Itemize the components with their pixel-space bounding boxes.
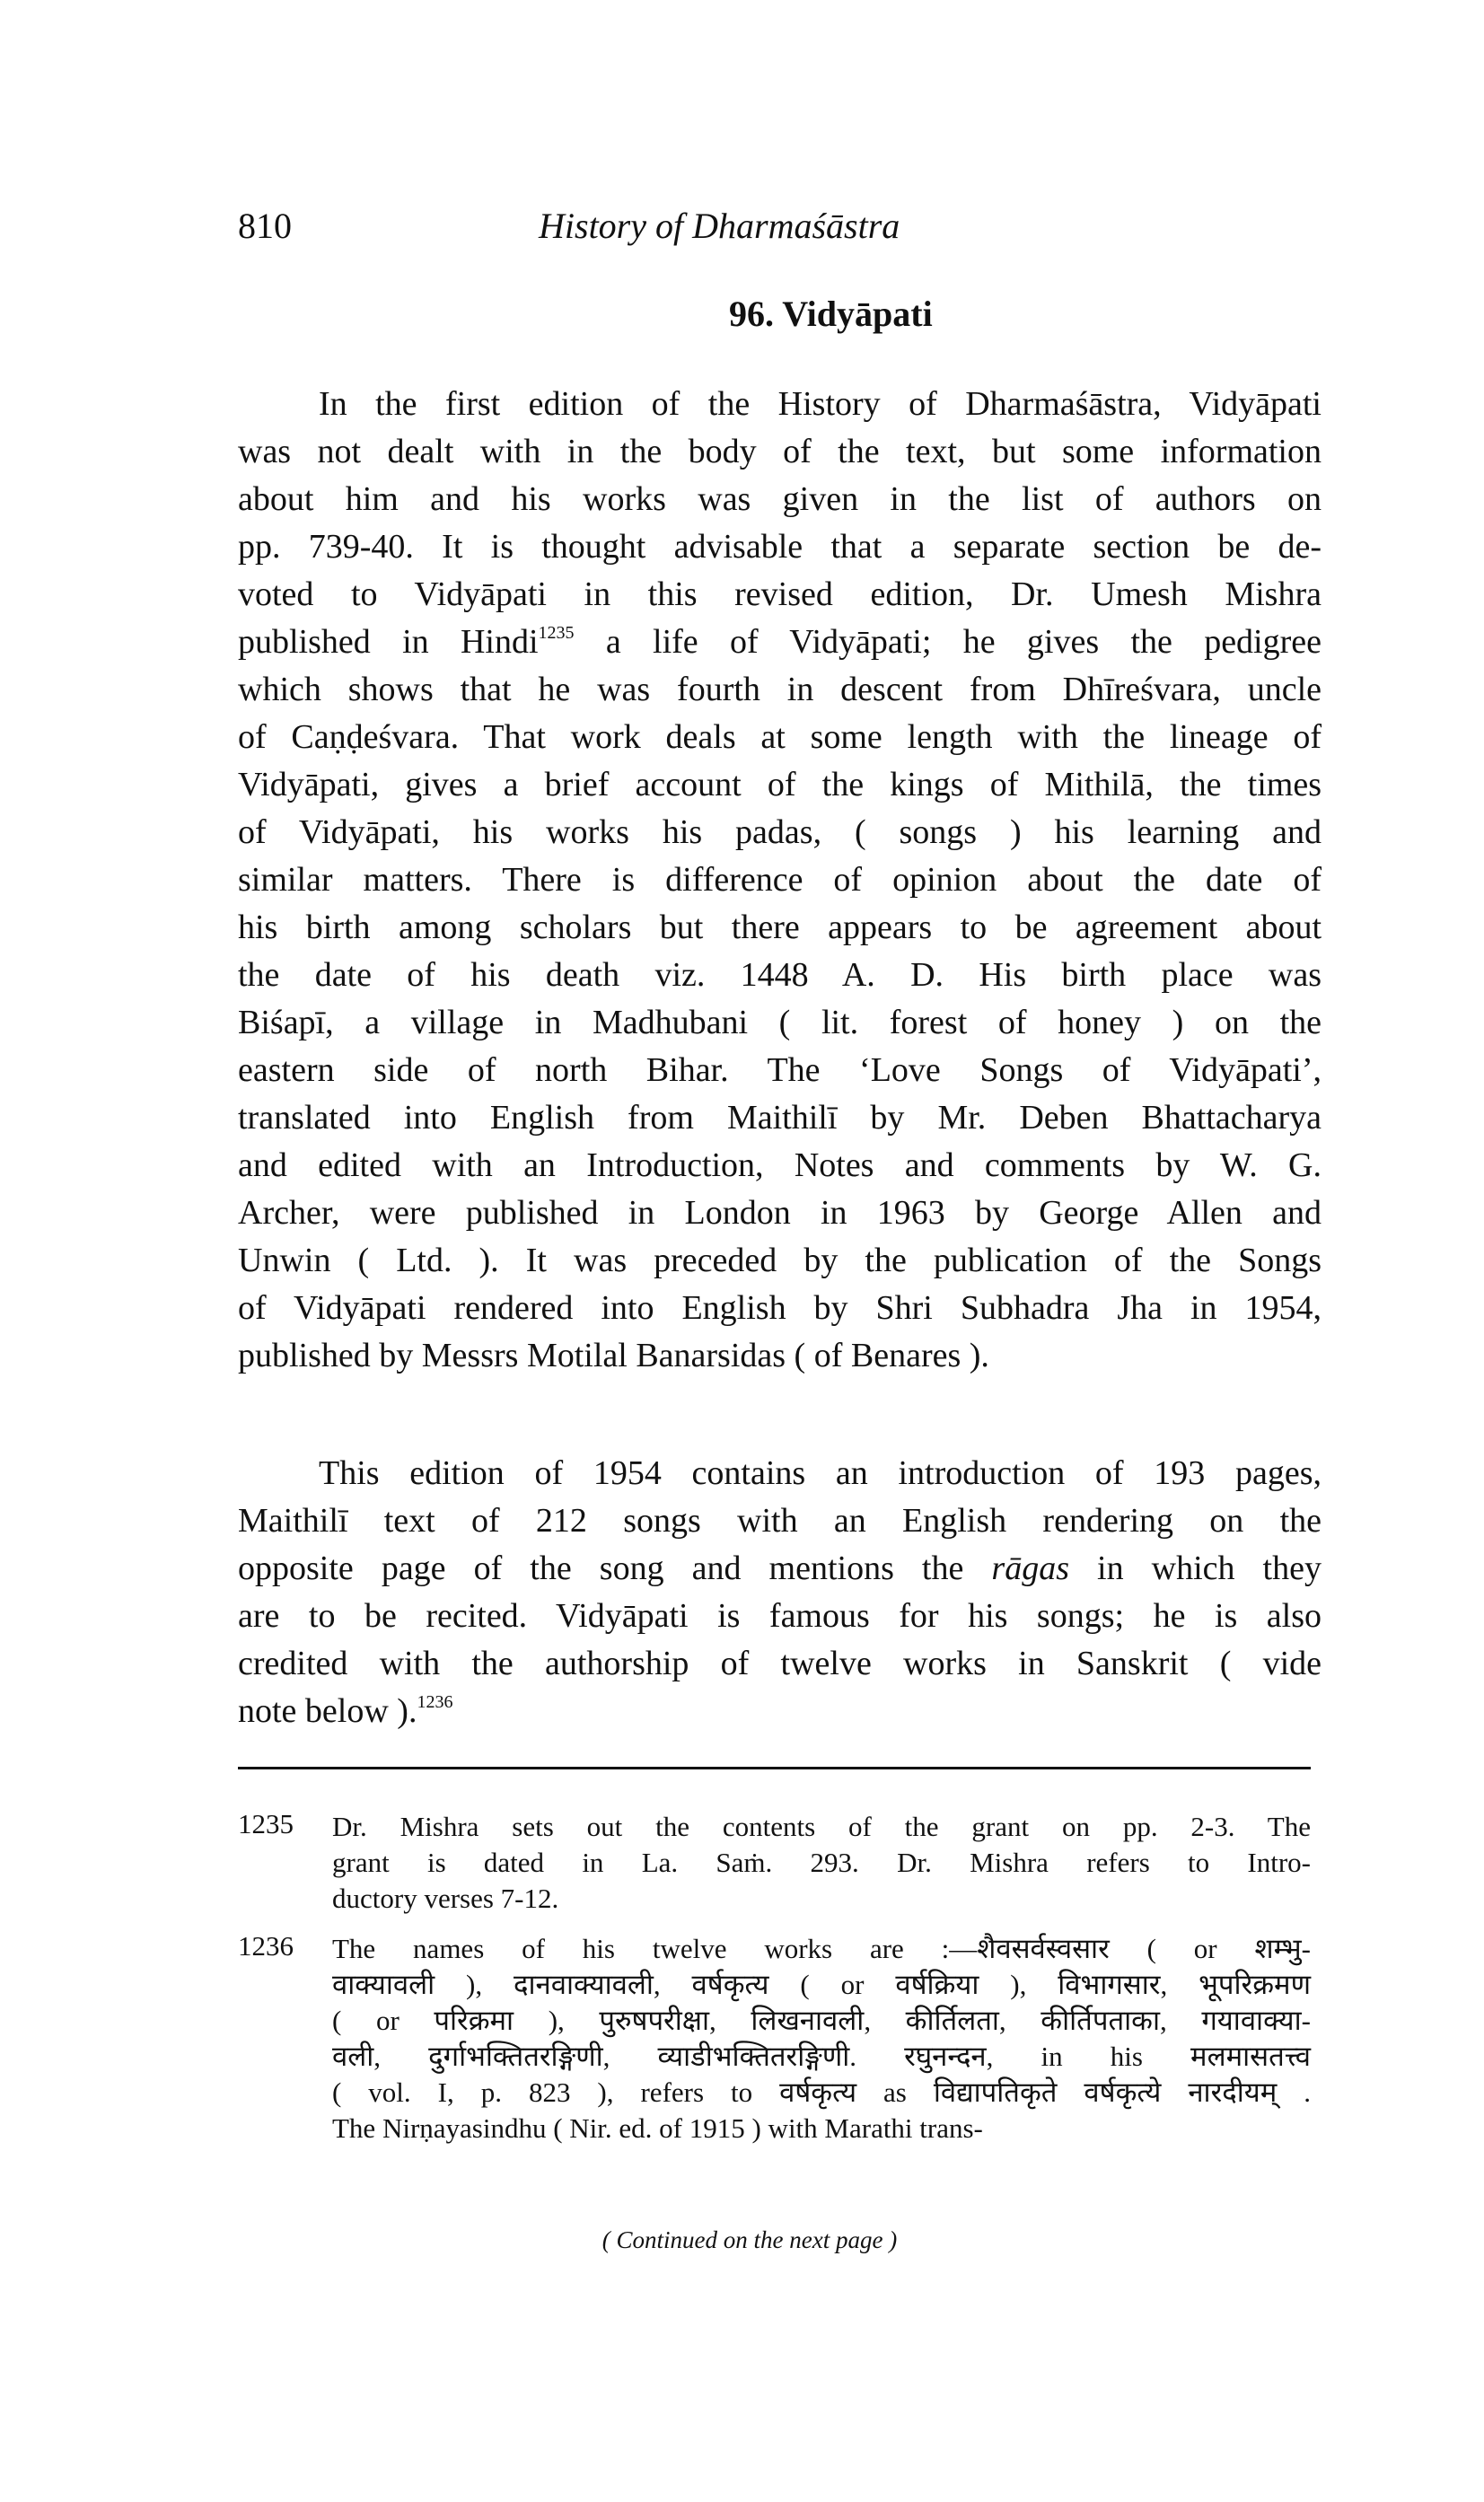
paragraph-line: credited with the authorship of twelve works in Sanskrit ( vide [238,1645,1322,1682]
paragraph-line: Unwin ( Ltd. ). It was preceded by the publication of the Songs [238,1242,1322,1279]
footnote-divider [238,1767,1311,1769]
text-segment: note below ). [238,1692,417,1730]
footnote-line: वाक्यावली ), दानवाक्यावली, वर्षकृत्य ( or वर्षक्रिया ), विभागसार, भूपरिक्रमण [332,1969,1311,2000]
footnote-line: grant is dated in La. Saṁ. 293. Dr. Mishra refers to Intro- [332,1847,1311,1878]
paragraph-line: was not dealt with in the body of the text, but some information [238,433,1322,470]
paragraph-line: his birth among scholars but there appears to be agreement about [238,909,1322,946]
paragraph-line: of Caṇḍeśvara. That work deals at some length with the lineage of [238,718,1322,756]
page-number: 810 [238,206,292,246]
running-title: History of Dharmaśāstra [539,206,900,246]
text-segment: a life of Vidyāpati; he gives the pedigree [574,623,1322,661]
paragraph-line: In the first edition of the History of Dharmaśāstra, Vidyāpati [319,385,1322,423]
paragraph-line: about him and his works was given in the list of authors on [238,480,1322,518]
paragraph-line: which shows that he was fourth in descent from Dhīreśvara, uncle [238,671,1322,708]
paragraph-line: of Vidyāpati, his works his padas, ( songs ) his learning and [238,813,1322,851]
paragraph-line: of Vidyāpati rendered into English by Shri Subhadra Jha in 1954, [238,1289,1322,1327]
footnote-reference: 1235 [538,623,575,643]
paragraph-line: published by Messrs Motilal Banarsidas ( of Benares ). [238,1337,989,1374]
paragraph-line: similar matters. There is difference of opinion about the date of [238,861,1322,899]
footnote-line: ductory verses 7-12. [332,1883,559,1914]
continued-note: ( Continued on the next page ) [602,2226,898,2253]
paragraph-line: translated into English from Maithilī by Mr. Deben Bhattacharya [238,1099,1322,1137]
footnote-number: 1235 [238,1808,294,1839]
paragraph-line: eastern side of north Bihar. The ‘Love Songs of Vidyāpati’, [238,1051,1322,1089]
paragraph-line [238,1548,1322,1589]
footnote-line: ( or परिक्रमा ), पुरुषपरीक्षा, लिखनावली, कीर्तिलता, कीर्तिपताका, गयावाक्या- [332,2005,1311,2036]
paragraph-line: Maithilī text of 212 songs with an English rendering on the [238,1502,1322,1540]
footnote-line: ( vol. I, p. 823 ), refers to वर्षकृत्य as विद्यापतिकृते वर्षकृत्ये नारदीयम् . [332,2076,1311,2108]
paragraph-line [238,621,1322,663]
paragraph-line: voted to Vidyāpati in this revised edition, Dr. Umesh Mishra [238,575,1322,613]
paragraph-line: This edition of 1954 contains an introduction of 193 pages, [319,1454,1322,1492]
paragraph-line: pp. 739-40. It is thought advisable that a separate section be de- [238,528,1322,566]
footnote-reference: 1236 [417,1692,453,1712]
footnote-number: 1236 [238,1930,294,1962]
paragraph-line: Archer, were published in London in 1963 by George Allen and [238,1194,1322,1232]
text-segment: published in Hindi [238,623,539,661]
footnote-line: Dr. Mishra sets out the contents of the grant on pp. 2-3. The [332,1811,1311,1842]
italic-term: rāgas [991,1549,1069,1587]
paragraph-line: Biśapī, a village in Madhubani ( lit. forest of honey ) on the [238,1004,1322,1041]
footnote-line: The Nirṇayasindhu ( Nir. ed. of 1915 ) with Marathi trans- [332,2112,983,2144]
footnote-line: The names of his twelve works are :—शैवसर्वस्वसार ( or शम्भु- [332,1933,1311,1964]
paragraph-line: are to be recited. Vidyāpati is famous for his songs; he is also [238,1597,1322,1635]
paragraph-line [238,1690,1322,1732]
text-segment: in which they [1068,1549,1322,1587]
paragraph-line: and edited with an Introduction, Notes and comments by W. G. [238,1146,1322,1184]
footnote-line: वली, दुर्गाभक्तितरङ्गिणी, व्याडीभक्तितरङ्गिणी. रघुनन्दन, in his मलमासतत्त्व [332,2041,1311,2072]
text-segment: opposite page of the song and mentions the [238,1549,992,1587]
paragraph-line: the date of his death viz. 1448 A. D. His birth place was [238,956,1322,994]
paragraph-line: Vidyāpati, gives a brief account of the kings of Mithilā, the times [238,766,1322,803]
section-title: 96. Vidyāpati [729,294,933,334]
